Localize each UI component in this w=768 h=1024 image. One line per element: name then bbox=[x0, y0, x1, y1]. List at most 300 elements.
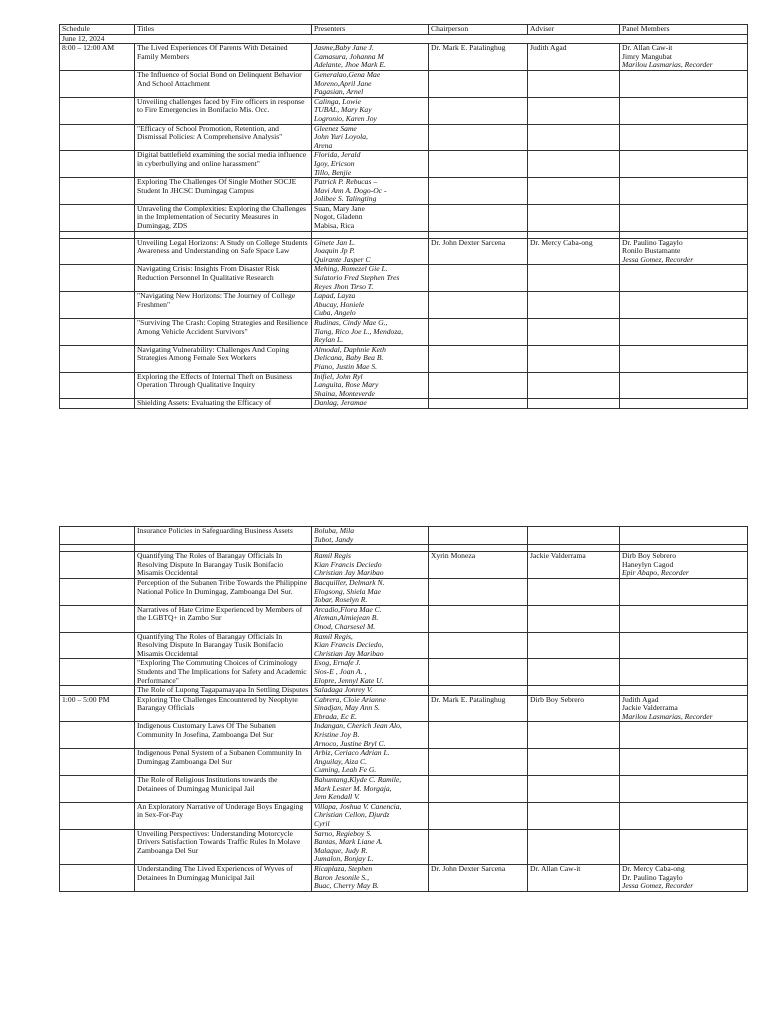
panel-members-cell bbox=[620, 695, 748, 722]
presenter-name: Arbiz, Ceriaco Adrian L. bbox=[314, 748, 390, 758]
session-time bbox=[60, 578, 135, 605]
session-row bbox=[60, 124, 748, 151]
adviser bbox=[528, 204, 620, 231]
session-row bbox=[60, 372, 748, 399]
adviser bbox=[528, 345, 620, 372]
panel-members-cell bbox=[620, 345, 748, 372]
chairperson: Dr. John Dexter Sarcena bbox=[429, 238, 528, 265]
chairperson: Dr. John Dexter Sarcena bbox=[429, 864, 528, 891]
adviser bbox=[528, 829, 620, 864]
panel-member: Dirb Boy Sebrero bbox=[622, 551, 676, 561]
presenters-cell bbox=[312, 151, 429, 178]
presenter-name: Christian Jay Maribao bbox=[314, 648, 384, 658]
presenters-cell bbox=[312, 399, 429, 409]
session-time bbox=[60, 372, 135, 399]
session-time bbox=[60, 151, 135, 178]
presenter-name: Sinadjan, May Ann S. bbox=[314, 703, 380, 713]
panel-members-cell bbox=[620, 829, 748, 864]
session-row bbox=[60, 659, 748, 686]
presenters-cell bbox=[312, 238, 429, 265]
presenters-cell bbox=[312, 749, 429, 776]
presenter-name: Lapad, Layza bbox=[314, 291, 356, 301]
adviser bbox=[528, 527, 620, 545]
chairperson bbox=[429, 399, 528, 409]
panel-members-cell bbox=[620, 722, 748, 749]
adviser: Dirb Boy Sebrero bbox=[528, 695, 620, 722]
session-row bbox=[60, 178, 748, 205]
presenter-name: Tobar, Roselyn R. bbox=[314, 595, 368, 605]
panel-member: Jessa Gomez, Recorder bbox=[622, 254, 694, 264]
session-row bbox=[60, 151, 748, 178]
research-title bbox=[135, 545, 312, 552]
research-title: "Exploring The Commuting Choices of Criminology Students and The Implications for Safety and Academic Performance" bbox=[135, 659, 312, 686]
session-time: 1:00 – 5:00 PM bbox=[60, 695, 135, 722]
presenters-cell bbox=[312, 44, 429, 71]
presenters-cell bbox=[312, 605, 429, 632]
session-time bbox=[60, 605, 135, 632]
presenter-name: Kristine Joy B. bbox=[314, 730, 360, 740]
presenter-name: Sarno, Regieboy S. bbox=[314, 829, 372, 838]
presenter-name: Rudinas, Cindy Mae G., bbox=[314, 318, 388, 327]
session-time bbox=[60, 864, 135, 891]
adviser bbox=[528, 802, 620, 829]
header-adviser: Adviser bbox=[528, 25, 620, 35]
presenter-name: Jolibee S. Talingting bbox=[314, 194, 377, 204]
presenter-name: Suan, Mary Jane bbox=[314, 204, 365, 213]
presenter-name: Mabisa, Rica bbox=[314, 221, 355, 231]
panel-member: Dr. Allan Caw-it bbox=[622, 43, 673, 53]
schedule-table-page-2 bbox=[59, 526, 748, 892]
research-title: Unveiling challenges faced by Fire officers in response to Fire Emergencies in Bonifacio Mis. Occ. bbox=[135, 97, 312, 124]
panel-members-cell bbox=[620, 686, 748, 696]
panel-members-cell bbox=[620, 204, 748, 231]
chairperson bbox=[429, 545, 528, 552]
presenters-cell bbox=[312, 632, 429, 659]
session-time bbox=[60, 686, 135, 696]
session-row bbox=[60, 749, 748, 776]
presenter-name: Moreno,April Jane bbox=[314, 78, 372, 88]
presenter-name: Calinga, Lowie bbox=[314, 97, 361, 106]
chairperson bbox=[429, 204, 528, 231]
research-title: "Navigating New Horizons: The Journey of College Freshmen" bbox=[135, 292, 312, 319]
session-row bbox=[60, 776, 748, 803]
panel-members-cell bbox=[620, 399, 748, 409]
session-row bbox=[60, 44, 748, 71]
chairperson bbox=[429, 178, 528, 205]
panel-members-cell bbox=[620, 265, 748, 292]
session-time bbox=[60, 659, 135, 686]
panel-members-cell bbox=[620, 238, 748, 265]
presenters-cell bbox=[312, 70, 429, 97]
session-time bbox=[60, 231, 135, 238]
presenters-cell bbox=[312, 124, 429, 151]
presenter-name: Igoy, Ericson bbox=[314, 158, 355, 168]
panel-members-cell bbox=[620, 749, 748, 776]
research-title: Shielding Assets: Evaluating the Efficacy of bbox=[135, 399, 312, 409]
session-time bbox=[60, 545, 135, 552]
session-time bbox=[60, 124, 135, 151]
adviser bbox=[528, 265, 620, 292]
presenter-name: Kian Francis Deciedo, bbox=[314, 640, 384, 650]
adviser bbox=[528, 231, 620, 238]
research-title bbox=[135, 231, 312, 238]
presenter-name: Cuming, Leah Fe G. bbox=[314, 765, 377, 775]
session-time bbox=[60, 204, 135, 231]
chairperson: Dr. Mark E. Patalinghug bbox=[429, 695, 528, 722]
presenter-name: Delicana, Baby Bea B. bbox=[314, 353, 384, 363]
presenter-name: Arcadio,Flora Mae C. bbox=[314, 605, 382, 614]
research-title: Perception of the Subanen Tribe Towards the Philippine National Police In Dumingag, Zamboanga Del Sur. bbox=[135, 578, 312, 605]
presenter-name: Joaquin Jp P. bbox=[314, 246, 355, 256]
presenters-cell bbox=[312, 178, 429, 205]
presenter-name: Elopre, Jennyl Kate U. bbox=[314, 675, 384, 685]
chairperson bbox=[429, 265, 528, 292]
presenter-name: Mehing, Romezel Gie L. bbox=[314, 264, 388, 274]
presenters-cell bbox=[312, 552, 429, 579]
adviser bbox=[528, 372, 620, 399]
adviser bbox=[528, 605, 620, 632]
presenter-name: Indangan, Cherich Jean Alo, bbox=[314, 721, 402, 731]
presenters-cell bbox=[312, 545, 429, 552]
session-time bbox=[60, 552, 135, 579]
header-titles: Titles bbox=[135, 25, 312, 35]
session-row bbox=[60, 70, 748, 97]
presenter-name: Abucay, Honiele bbox=[314, 299, 365, 309]
spacer-row bbox=[60, 545, 748, 552]
panel-members-cell bbox=[620, 802, 748, 829]
adviser bbox=[528, 124, 620, 151]
presenter-name: Bacquiller, Delmark N. bbox=[314, 578, 385, 587]
presenters-cell bbox=[312, 722, 429, 749]
presenter-name: Mark Lester M. Morgaja, bbox=[314, 783, 392, 793]
presenter-name: Arena bbox=[314, 140, 333, 150]
session-row bbox=[60, 399, 748, 409]
adviser: Dr. Mercy Caba-ong bbox=[528, 238, 620, 265]
presenter-name: Languita, Rose Mary bbox=[314, 380, 379, 390]
session-row bbox=[60, 605, 748, 632]
presenter-name: Ebrada, Ec E. bbox=[314, 711, 358, 721]
presenter-name: Pagasian, Arnel bbox=[314, 87, 364, 97]
presenters-cell bbox=[312, 231, 429, 238]
chairperson bbox=[429, 802, 528, 829]
panel-member: Haneylyn Cagod bbox=[622, 559, 674, 569]
adviser bbox=[528, 70, 620, 97]
research-title: Understanding The Lived Experiences of Wyves of Detainees In Dumingag Municipal Jail bbox=[135, 864, 312, 891]
presenter-name: Saladaga Jonrey V. bbox=[314, 685, 373, 695]
presenters-cell bbox=[312, 527, 429, 545]
chairperson bbox=[429, 686, 528, 696]
panel-member: Epir Abapo, Recorder bbox=[622, 568, 689, 578]
session-time bbox=[60, 749, 135, 776]
presenter-name: Mavi Ann A. Dogo-Oc - bbox=[314, 185, 387, 195]
presenter-name: Ginete Jan L. bbox=[314, 238, 356, 247]
session-time bbox=[60, 527, 135, 545]
session-time bbox=[60, 178, 135, 205]
chairperson bbox=[429, 124, 528, 151]
panel-member: Marilou Lasmarias, Recorder bbox=[622, 711, 713, 721]
adviser bbox=[528, 722, 620, 749]
session-row bbox=[60, 345, 748, 372]
research-title: "Surviving The Crash: Coping Strategies and Resilience Among Vehicle Accident Survivors" bbox=[135, 319, 312, 346]
session-time bbox=[60, 238, 135, 265]
adviser bbox=[528, 319, 620, 346]
presenter-name: Reyes Jhon Tirso T. bbox=[314, 281, 374, 291]
panel-members-cell bbox=[620, 545, 748, 552]
session-time bbox=[60, 345, 135, 372]
chairperson bbox=[429, 605, 528, 632]
session-time bbox=[60, 632, 135, 659]
presenter-name: Jem Kendall V. bbox=[314, 792, 360, 802]
session-time bbox=[60, 265, 135, 292]
presenter-name: Gleenez Same bbox=[314, 124, 357, 133]
research-title: Insurance Policies in Safeguarding Business Assets bbox=[135, 527, 312, 545]
presenters-cell bbox=[312, 686, 429, 696]
presenters-cell bbox=[312, 97, 429, 124]
presenter-name: Boluba, Mila bbox=[314, 526, 355, 535]
date-row bbox=[60, 34, 748, 44]
session-time: 8:00 – 12:00 AM bbox=[60, 44, 135, 71]
panel-members-cell bbox=[620, 776, 748, 803]
schedule-date: June 12, 2024 bbox=[60, 34, 748, 44]
presenter-name: Bahuntang,Klyde C. Ramile, bbox=[314, 775, 402, 785]
presenter-name: Elogsong, Shiela Mae bbox=[314, 586, 381, 596]
panel-members-cell bbox=[620, 552, 748, 579]
session-row bbox=[60, 204, 748, 231]
presenter-name: Aleman,Aimiejean B. bbox=[314, 613, 379, 623]
chairperson: Dr. Mark E. Patalinghug bbox=[429, 44, 528, 71]
session-time bbox=[60, 776, 135, 803]
session-row bbox=[60, 265, 748, 292]
presenter-name: TUBAL, Mary Kay bbox=[314, 105, 372, 115]
presenter-name: Cuba, Angelo bbox=[314, 308, 356, 318]
presenter-name: Buac, Cherry May B. bbox=[314, 881, 379, 891]
presenter-name: Danlag, Jeramae bbox=[314, 398, 367, 408]
adviser bbox=[528, 578, 620, 605]
header-presenters: Presenters bbox=[312, 25, 429, 35]
presenters-cell bbox=[312, 659, 429, 686]
panel-members-cell bbox=[620, 372, 748, 399]
presenter-name: Tiang, Rico Joe L., Mendoza, bbox=[314, 326, 404, 336]
research-title: Exploring The Challenges Of Single Mother SOCJE Student In JHCSC Dumingag Campus bbox=[135, 178, 312, 205]
panel-member: Dr. Mercy Caba-ong bbox=[622, 864, 685, 873]
session-time bbox=[60, 399, 135, 409]
presenters-cell bbox=[312, 265, 429, 292]
presenter-name: Generalao,Gena Mae bbox=[314, 70, 381, 79]
presenters-cell bbox=[312, 204, 429, 231]
panel-members-cell bbox=[620, 178, 748, 205]
session-time bbox=[60, 829, 135, 864]
session-row bbox=[60, 319, 748, 346]
research-title: The Influence of Social Bond on Delinquent Behavior And School Attachment bbox=[135, 70, 312, 97]
presenter-name: Reylan L. bbox=[314, 335, 344, 345]
session-row bbox=[60, 552, 748, 579]
session-time bbox=[60, 97, 135, 124]
presenter-name: Camasura, Johanna M bbox=[314, 51, 384, 61]
research-title: Exploring The Challenges Encountered by Neophyte Barangay Officials bbox=[135, 695, 312, 722]
panel-member: Ronilo Bustamante bbox=[622, 246, 681, 256]
presenter-name: Jasme,Baby Jane J. bbox=[314, 43, 374, 53]
session-row bbox=[60, 578, 748, 605]
adviser: Dr. Allan Caw-it bbox=[528, 864, 620, 891]
panel-members-cell bbox=[620, 151, 748, 178]
adviser bbox=[528, 399, 620, 409]
presenter-name: Tubot, Jandy bbox=[314, 534, 354, 544]
research-title: Unraveling the Complexities: Exploring the Challenges in the Implementation of Security Measures in Dumingag, ZDS bbox=[135, 204, 312, 231]
presenters-cell bbox=[312, 345, 429, 372]
presenter-name: Ramil Regis, bbox=[314, 632, 353, 641]
panel-members-cell bbox=[620, 70, 748, 97]
presenters-cell bbox=[312, 372, 429, 399]
adviser bbox=[528, 292, 620, 319]
presenter-name: Sulatorio Fred Stephen Tres bbox=[314, 273, 400, 283]
presenters-cell bbox=[312, 864, 429, 891]
presenter-name: Shaina, Monteverde bbox=[314, 388, 375, 398]
session-time bbox=[60, 70, 135, 97]
research-title: Quantifying The Roles of Barangay Officials In Resolving Dispute In Barangay Tusik Bonifacio Misamis Occidental bbox=[135, 632, 312, 659]
chairperson bbox=[429, 292, 528, 319]
adviser bbox=[528, 151, 620, 178]
chairperson bbox=[429, 70, 528, 97]
research-title: Navigating Crisis: Insights From Disaster Risk Reduction Personnel In Qualitative Research bbox=[135, 265, 312, 292]
presenter-name: Christian Jay Maribao bbox=[314, 568, 384, 578]
presenter-name: Ricaplaza, Stephen bbox=[314, 864, 373, 873]
presenter-name: Nogot, Gladenn bbox=[314, 212, 363, 222]
adviser bbox=[528, 659, 620, 686]
chairperson bbox=[429, 345, 528, 372]
chairperson bbox=[429, 722, 528, 749]
chairperson bbox=[429, 776, 528, 803]
chairperson bbox=[429, 578, 528, 605]
research-title: Exploring the Effects of Internal Theft on Business Operation Through Qualitative Inquiry bbox=[135, 372, 312, 399]
presenters-cell bbox=[312, 802, 429, 829]
panel-members-cell bbox=[620, 864, 748, 891]
header-row bbox=[60, 25, 748, 35]
panel-member: Judith Agad bbox=[622, 695, 659, 704]
adviser: Jackie Valderrama bbox=[528, 552, 620, 579]
panel-members-cell bbox=[620, 659, 748, 686]
presenter-name: Baron Jesonile S., bbox=[314, 872, 369, 882]
presenter-name: Inifiel, John Ryl bbox=[314, 372, 363, 381]
adviser: Judith Agad bbox=[528, 44, 620, 71]
presenter-name: Cabrera, Cloie Arianne bbox=[314, 695, 386, 704]
session-row bbox=[60, 802, 748, 829]
panel-members-cell bbox=[620, 292, 748, 319]
research-title: The Role of Lupong Tagapamayapa In Settling Disputes bbox=[135, 686, 312, 696]
session-row bbox=[60, 527, 748, 545]
presenter-name: Logronio, Karen Joy bbox=[314, 113, 377, 123]
presenter-name: Villapa, Joshua V. Canencia, bbox=[314, 802, 402, 811]
research-title: "Efficacy of School Promotion, Retention, and Dismissal Policies: A Comprehensive Analysis" bbox=[135, 124, 312, 151]
session-row bbox=[60, 686, 748, 696]
session-row bbox=[60, 97, 748, 124]
panel-member: Jessa Gomez, Recorder bbox=[622, 881, 694, 891]
research-title: The Lived Experiences Of Parents With Detained Family Members bbox=[135, 44, 312, 71]
panel-member: Marilou Lasmarias, Recorder bbox=[622, 60, 713, 70]
chairperson bbox=[429, 659, 528, 686]
panel-members-cell bbox=[620, 578, 748, 605]
presenter-name: Ramil Regis bbox=[314, 551, 351, 561]
research-title: Navigating Vulnerability: Challenges And Coping Strategies Among Female Sex Workers bbox=[135, 345, 312, 372]
session-row bbox=[60, 695, 748, 722]
chairperson bbox=[429, 97, 528, 124]
adviser bbox=[528, 178, 620, 205]
presenter-name: Tillo, Benjie bbox=[314, 167, 352, 177]
presenter-name: Christian Cellon, Djurdz bbox=[314, 810, 390, 820]
presenters-cell bbox=[312, 829, 429, 864]
research-title: Quantifying The Roles of Barangay Officials In Resolving Dispute In Barangay Tusik Bonifacio Misamis Occidental bbox=[135, 552, 312, 579]
presenters-cell bbox=[312, 578, 429, 605]
presenters-cell bbox=[312, 292, 429, 319]
research-title: Indigenous Customary Laws Of The Subanen Community In Josefina, Zamboanga Del Sur bbox=[135, 722, 312, 749]
chairperson bbox=[429, 527, 528, 545]
session-time bbox=[60, 802, 135, 829]
presenter-name: Patrick P. Rebucas – bbox=[314, 177, 378, 187]
adviser bbox=[528, 686, 620, 696]
presenter-name: Arnoco, Justine Bryl C. bbox=[314, 738, 386, 748]
chairperson bbox=[429, 749, 528, 776]
presenter-name: Kian Francis Deciedo bbox=[314, 559, 382, 569]
research-title: The Role of Religious Institutions towards the Detainees of Dumingag Municipal Jail bbox=[135, 776, 312, 803]
panel-members-cell bbox=[620, 44, 748, 71]
session-time bbox=[60, 722, 135, 749]
adviser bbox=[528, 632, 620, 659]
session-time bbox=[60, 319, 135, 346]
research-title: An Exploratory Narrative of Underage Boys Engaging in Sex-For-Pay bbox=[135, 802, 312, 829]
presenter-name: Jumalon, Bonjay L. bbox=[314, 854, 374, 864]
presenter-name: Quirante Jasper C bbox=[314, 254, 371, 264]
panel-member: Dr. Paulino Tagaylo bbox=[622, 238, 683, 247]
presenter-name: Florida, Jerald bbox=[314, 150, 361, 160]
chairperson bbox=[429, 319, 528, 346]
adviser bbox=[528, 749, 620, 776]
session-row bbox=[60, 632, 748, 659]
schedule-table-page-1 bbox=[59, 24, 748, 409]
adviser bbox=[528, 545, 620, 552]
chairperson bbox=[429, 372, 528, 399]
header-panel-members: Panel Members bbox=[620, 25, 748, 35]
panel-member: Jimry Mangubat bbox=[622, 51, 672, 61]
presenter-name: Adelante, Jhoe Mark E. bbox=[314, 60, 386, 70]
presenter-name: Anguilay, Aiza C. bbox=[314, 756, 368, 766]
adviser bbox=[528, 97, 620, 124]
research-title: Digital battlefield examining the social media influence in cyberbullying and online harassment" bbox=[135, 151, 312, 178]
session-time bbox=[60, 292, 135, 319]
research-title: Narratives of Hate Crime Experienced by Members of the LGBTQ+ in Zambo Sur bbox=[135, 605, 312, 632]
panel-members-cell bbox=[620, 124, 748, 151]
presenters-cell bbox=[312, 776, 429, 803]
presenters-cell bbox=[312, 695, 429, 722]
presenters-cell bbox=[312, 319, 429, 346]
panel-members-cell bbox=[620, 97, 748, 124]
chairperson: Xyrin Moneza bbox=[429, 552, 528, 579]
presenter-name: Sios-E , Joan A. , bbox=[314, 666, 367, 676]
adviser bbox=[528, 776, 620, 803]
presenter-name: John Yuri Loyola, bbox=[314, 132, 368, 142]
research-title: Unveiling Legal Horizons: A Study on College Students Awareness and Understanding on Safe Space Law bbox=[135, 238, 312, 265]
panel-members-cell bbox=[620, 231, 748, 238]
session-row bbox=[60, 722, 748, 749]
header-chairperson: Chairperson bbox=[429, 25, 528, 35]
chairperson bbox=[429, 231, 528, 238]
presenter-name: Onod, Charsesel M. bbox=[314, 621, 376, 631]
panel-member: Dr. Paulino Tagaylo bbox=[622, 872, 683, 882]
panel-members-cell bbox=[620, 319, 748, 346]
panel-members-cell bbox=[620, 632, 748, 659]
presenter-name: Cyril bbox=[314, 819, 330, 828]
session-row bbox=[60, 829, 748, 864]
chairperson bbox=[429, 829, 528, 864]
presenter-name: Esog, Ernafe J. bbox=[314, 658, 361, 668]
